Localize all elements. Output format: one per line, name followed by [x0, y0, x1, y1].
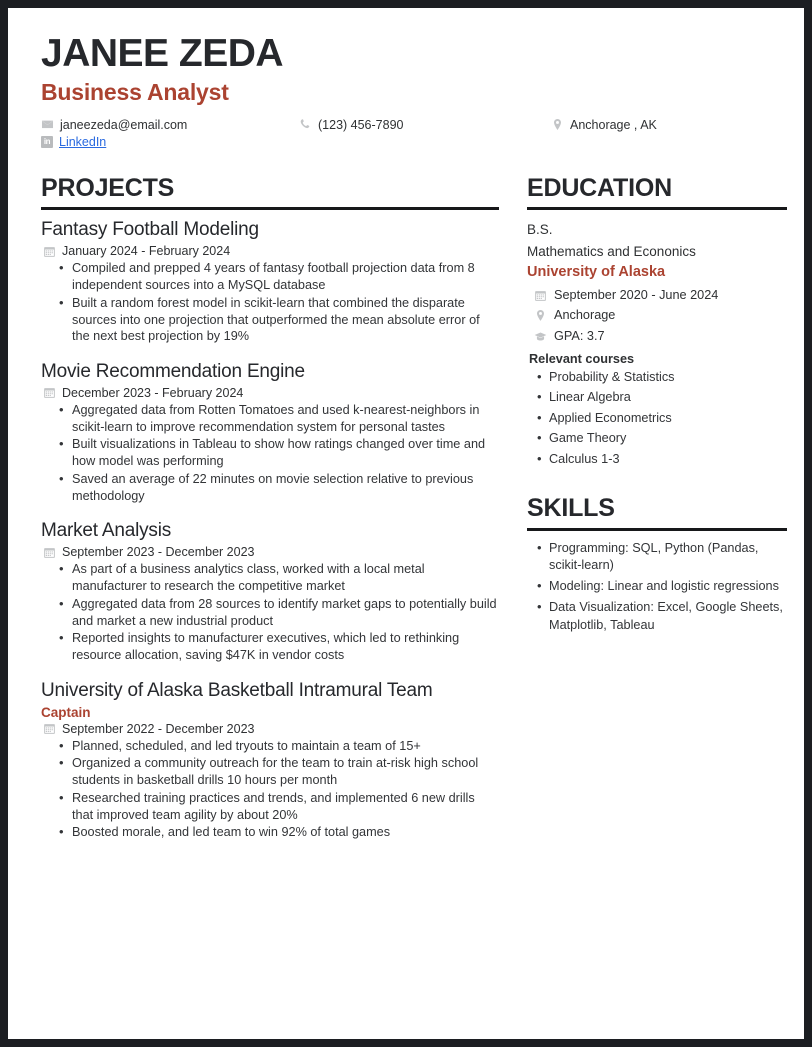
skill-item: • Programming: SQL, Python (Pandas, scikit-learn)	[549, 540, 787, 574]
contact-email[interactable]	[41, 118, 299, 132]
project-title: University of Alaska Basketball Intramural Team	[41, 679, 433, 701]
section-title-education: EDUCATION	[527, 173, 672, 202]
project-date-row	[43, 244, 499, 258]
graduation-cap-icon	[534, 330, 547, 343]
field-of-study-text: Mathematics and Econonics	[527, 243, 696, 259]
education-meta-row	[534, 305, 787, 326]
linkedin-link[interactable]: LinkedIn	[59, 134, 107, 149]
resume-header	[41, 34, 779, 149]
project-role: Captain	[41, 704, 91, 720]
list-item: • Compiled and prepped 4 years of fantasy football projection data from 8 independent sources into a MySQL database	[72, 260, 499, 294]
list-item: • Reported insights to manufacturer executives, which led to rethinking resource allocation, saving $47K in vendor costs	[72, 630, 499, 664]
education-meta-text: September 2020 - June 2024	[554, 287, 719, 302]
education-meta-text: GPA: 3.7	[554, 329, 605, 343]
skills-list	[527, 540, 787, 634]
project-date-text: January 2024 - February 2024	[62, 244, 231, 259]
project-title: Market Analysis	[41, 520, 172, 542]
course-item: • Probability & Statistics	[549, 367, 787, 388]
list-item: • Researched training practices and trends, and implemented 6 new drills that improved team agility by about 20%	[72, 790, 499, 824]
email-text: janeezeda@email.com	[60, 117, 188, 132]
project-date-row	[43, 545, 499, 559]
degree-text: B.S.	[527, 222, 553, 238]
project-date-text: September 2022 - December 2023	[62, 721, 255, 736]
calendar-icon	[43, 245, 56, 258]
resume-body	[41, 173, 783, 842]
skill-item: • Data Visualization: Excel, Google Sheets, Matplotlib, Tableau	[549, 599, 787, 633]
section-title-skills: SKILLS	[527, 494, 615, 523]
list-item: • Built visualizations in Tableau to show how ratings changed over time and how model was performing	[72, 436, 499, 470]
project-title: Movie Recommendation Engine	[41, 361, 305, 383]
calendar-icon	[43, 722, 56, 735]
education-meta-row	[534, 326, 787, 347]
education-meta-row	[534, 285, 787, 306]
skills-section	[527, 495, 787, 633]
resume-page	[8, 8, 804, 1039]
projects-list	[41, 219, 499, 841]
list-item: • Saved an average of 22 minutes on movie selection relative to previous methodology	[72, 471, 499, 505]
phone-icon	[299, 118, 312, 131]
course-item: • Applied Econometrics	[549, 408, 787, 429]
course-item: • Linear Algebra	[549, 387, 787, 408]
project-title: Fantasy Football Modeling	[41, 219, 259, 241]
linkedin-icon: in	[41, 136, 53, 148]
projects-column	[41, 175, 499, 842]
project-bullet-list	[41, 402, 499, 505]
relevant-courses-heading: Relevant courses	[529, 351, 635, 366]
project-date-row	[43, 386, 499, 400]
education-meta-list	[527, 285, 787, 347]
project-entry	[41, 361, 499, 504]
contact-row	[41, 118, 779, 132]
project-date-text: December 2023 - February 2024	[62, 385, 244, 400]
project-bullet-list	[41, 260, 499, 345]
course-item: • Calculus 1-3	[549, 449, 787, 470]
course-item: • Game Theory	[549, 428, 787, 449]
contact-phone[interactable]	[299, 118, 551, 132]
project-date-row	[43, 722, 499, 736]
courses-list	[527, 367, 787, 470]
job-title: Business Analyst	[41, 78, 229, 105]
school-name: University of Alaska	[527, 264, 666, 281]
project-bullet-list	[41, 738, 499, 842]
project-bullet-list	[41, 561, 499, 664]
list-item: • Built a random forest model in scikit-learn that combined the disparate sources into one projection that outperformed the mean absolute error of the next best projection by 19%	[72, 295, 499, 345]
sidebar-column	[527, 175, 787, 638]
list-item: • Planned, scheduled, and led tryouts to maintain a team of 15+	[72, 738, 499, 755]
contact-location	[551, 118, 779, 132]
list-item: • As part of a business analytics class, worked with a local metal manufacturer to research the competitive market	[72, 561, 499, 595]
list-item: • Organized a community outreach for the team to train at-risk high school students in basketball drills 10 hours per month	[72, 755, 499, 789]
skill-item: • Modeling: Linear and logistic regressions	[549, 578, 787, 595]
list-item: • Boosted morale, and led team to win 92% of total games	[72, 824, 499, 841]
project-entry	[41, 520, 499, 663]
calendar-icon	[43, 386, 56, 399]
map-pin-icon	[551, 118, 564, 131]
map-pin-icon	[534, 309, 547, 322]
education-meta-text: Anchorage	[554, 308, 616, 323]
calendar-icon	[43, 546, 56, 559]
location-text: Anchorage , AK	[570, 117, 657, 132]
contact-linkedin[interactable]	[41, 135, 106, 149]
list-item: • Aggregated data from 28 sources to identify market gaps to potentially build and market a new industrial product	[72, 596, 499, 630]
envelope-icon	[41, 118, 54, 131]
phone-text: (123) 456-7890	[318, 117, 404, 132]
project-entry	[41, 219, 499, 345]
project-date-text: September 2023 - December 2023	[62, 545, 255, 560]
linkedin-row	[41, 135, 779, 149]
project-entry	[41, 680, 499, 841]
section-divider	[41, 207, 499, 210]
page-title: JANEE ZEDA	[41, 32, 284, 75]
list-item: • Aggregated data from Rotten Tomatoes and used k-nearest-neighbors in scikit-learn to improve recommendation system for personal tastes	[72, 402, 499, 436]
calendar-icon	[534, 289, 547, 302]
section-title-projects: PROJECTS	[41, 173, 175, 202]
section-divider	[527, 207, 787, 210]
education-section	[527, 175, 787, 470]
section-divider	[527, 528, 787, 531]
